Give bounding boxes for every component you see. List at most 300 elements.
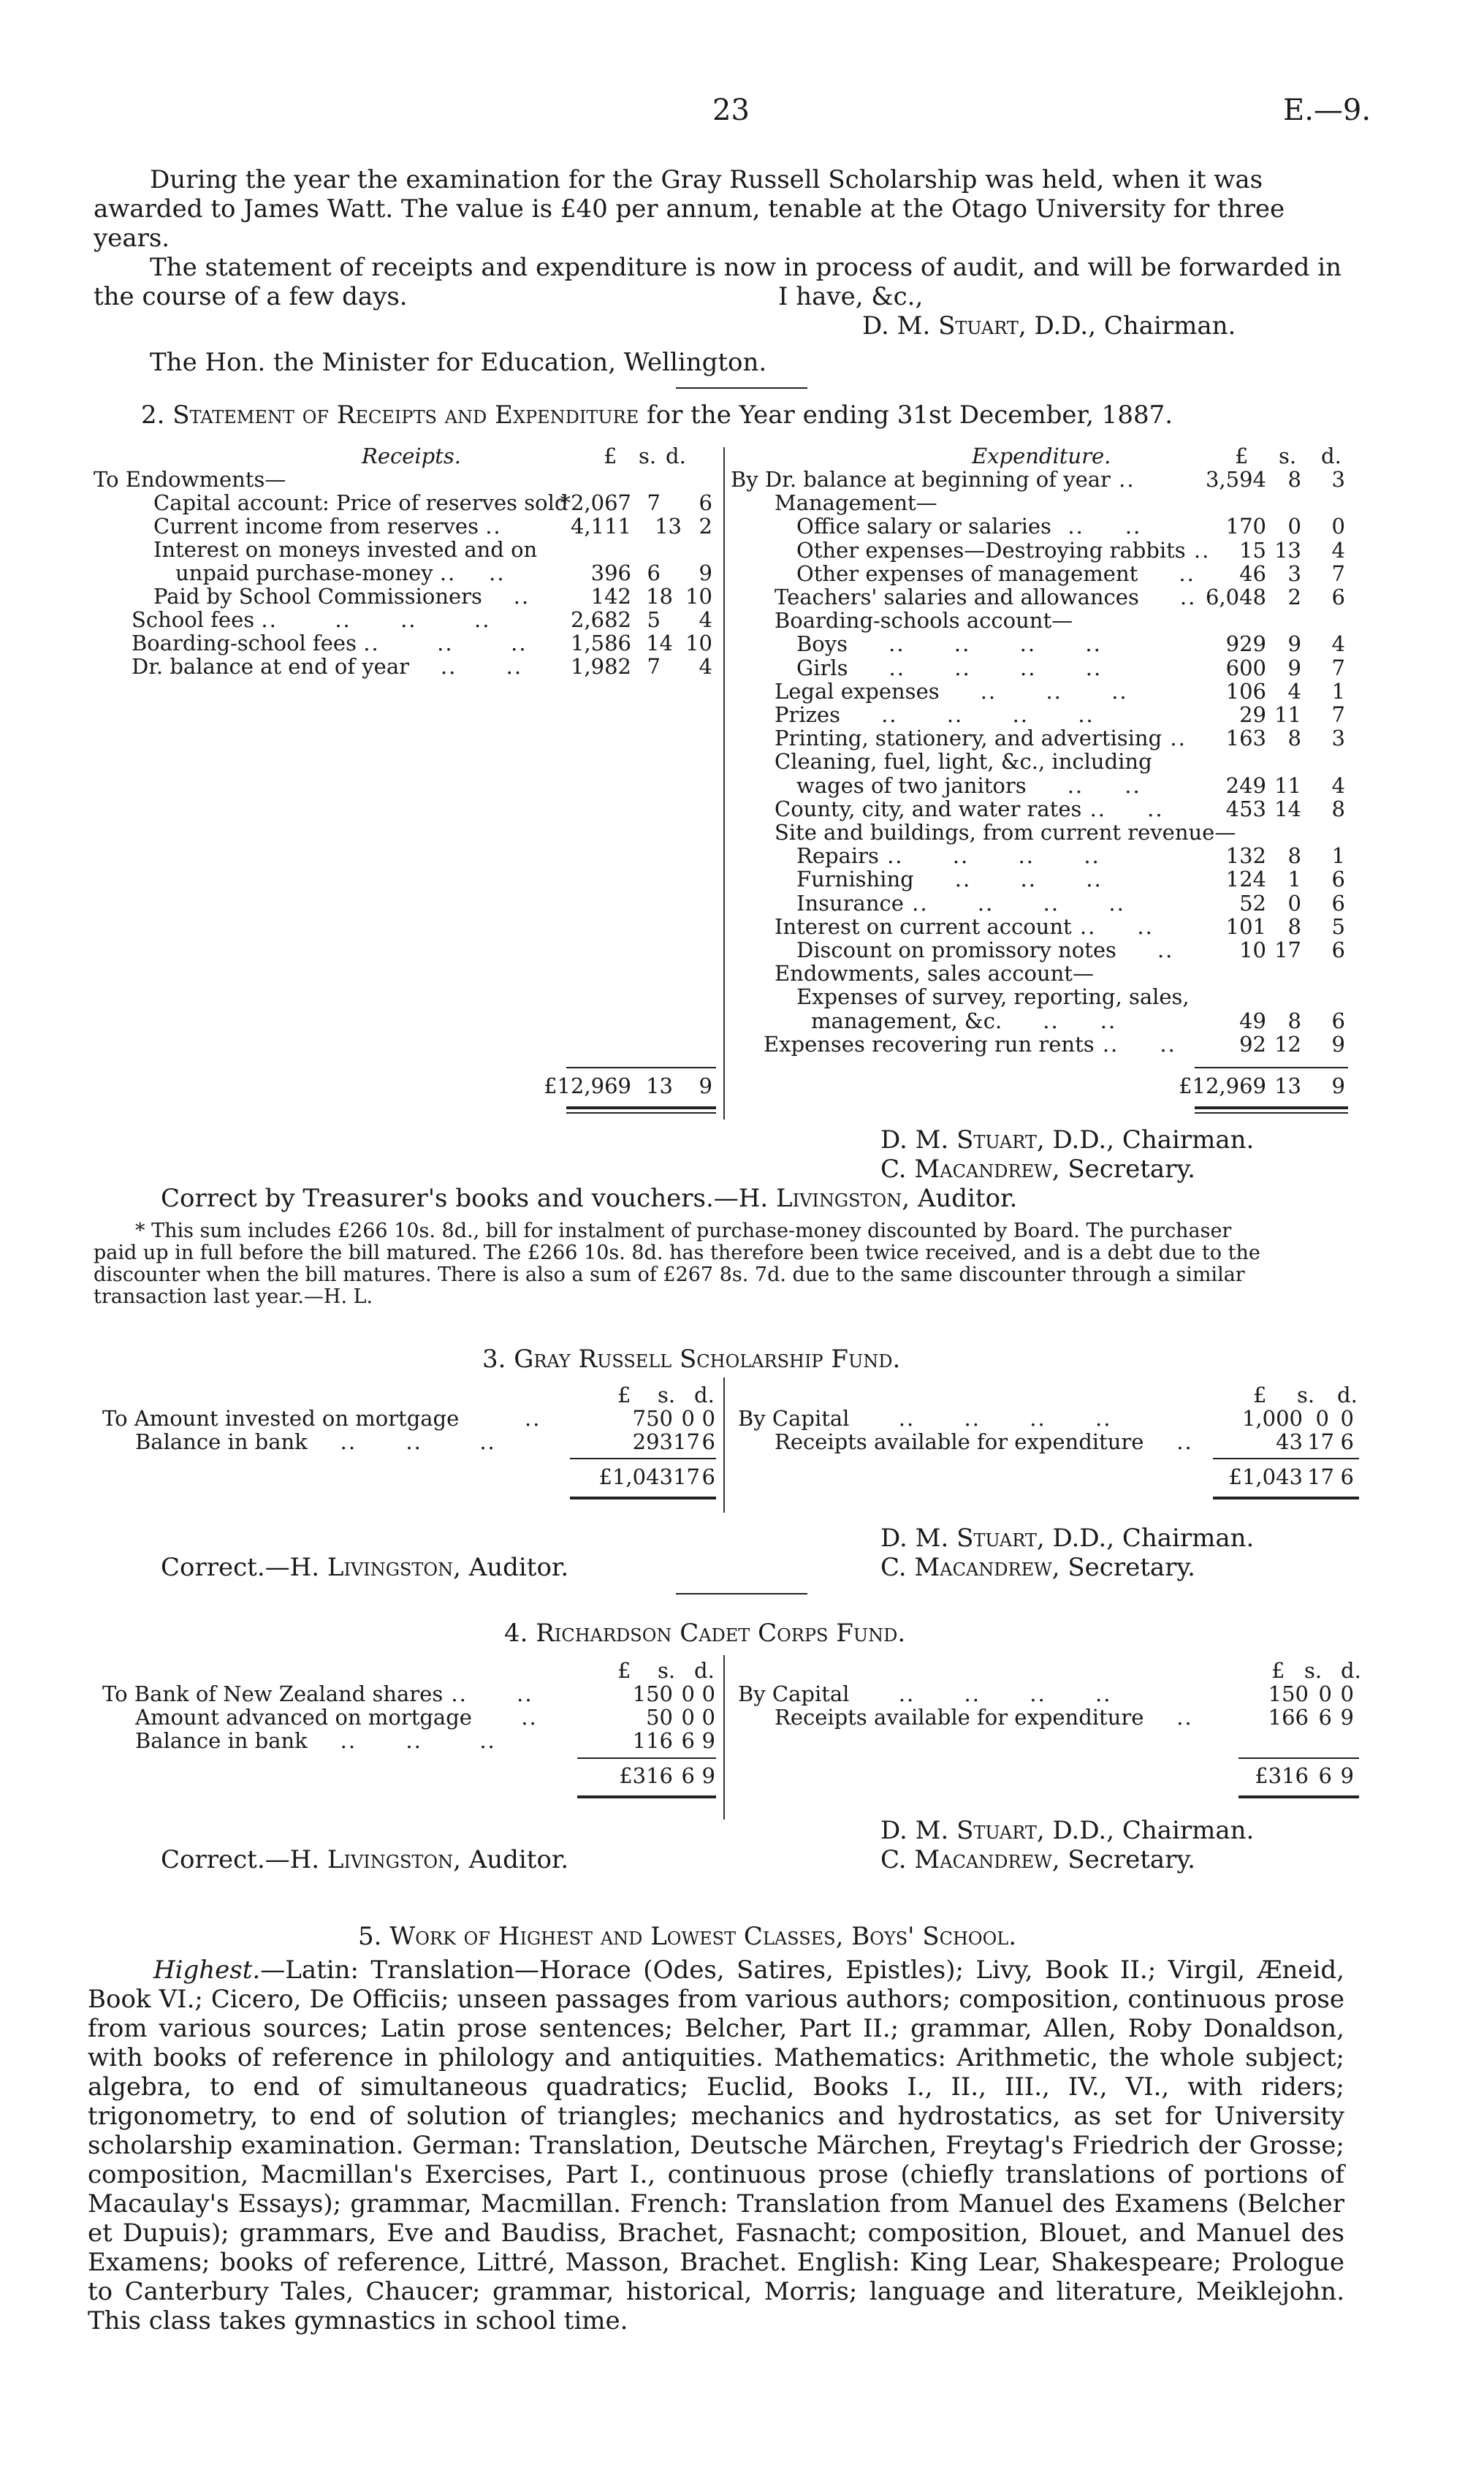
receipt-label: Paid by School Commissioners: [153, 584, 482, 609]
intro-line-5: the course of a few days.: [94, 282, 408, 311]
gray-right-col-shillings: s.: [1297, 1383, 1315, 1407]
expenditure-row: [775, 962, 1094, 985]
receipt-pence: 2: [699, 514, 712, 539]
expenditure-row: Legal expenses .. .. ..: [775, 679, 1128, 704]
gray-left-pence: 0: [701, 1406, 715, 1431]
receipt-row: School fees .. .. .. ..: [132, 607, 491, 632]
cadet-left-total-pounds: £316: [619, 1763, 673, 1788]
expenditure-label: Site and buildings, from current revenue—: [775, 820, 1236, 845]
expenditure-col-pence: d.: [1321, 444, 1342, 468]
cadet-left-pounds: 116: [632, 1728, 673, 1753]
expenditure-label: Boarding-schools account—: [775, 608, 1073, 633]
secretary-name: C. Macandrew: [880, 1553, 1052, 1582]
auditor-name: Livingston: [327, 1845, 454, 1874]
expenditure-label: Teachers' salaries and allowances: [775, 585, 1139, 609]
expenditure-shillings: 0: [1287, 514, 1301, 539]
expenditure-label: Printing, stationery, and advertising: [775, 726, 1163, 750]
gray-right-total-rule: [1213, 1458, 1359, 1459]
cadet-left-total-shillings: 6: [681, 1763, 695, 1788]
secretary-suffix: , Secretary.: [1051, 1155, 1195, 1184]
expenditure-pence: 8: [1331, 797, 1345, 821]
receipt-row: Paid by School Commissioners ..: [153, 584, 530, 609]
expenditure-pence: 3: [1331, 726, 1345, 750]
gray-left-label: Balance in bank: [135, 1429, 308, 1454]
expenditure-pounds: 3,594: [1205, 467, 1266, 492]
secretary-name: C. Macandrew: [880, 1845, 1052, 1874]
expenditure-row: [775, 750, 1152, 773]
highest-label: Highest.: [153, 1955, 261, 1985]
auditor-suffix: , Auditor.: [453, 1845, 569, 1874]
receipt-row: Dr. balance at end of year .. ..: [132, 654, 523, 679]
gray-right-total-shillings: 17: [1307, 1464, 1334, 1489]
expenditure-row: By Dr. balance at beginning of year ..: [731, 467, 1135, 492]
chairman-suffix: , D.D., Chairman.: [1036, 1125, 1255, 1155]
expenditure-pence: 4: [1331, 773, 1345, 798]
statement-title-period: for the Year ending 31st December, 1887.: [639, 400, 1173, 430]
gray-right-total-double: [1213, 1497, 1359, 1499]
cadet-sign-secretary: [880, 1845, 1195, 1874]
gray-right-total-pence: 6: [1340, 1464, 1354, 1489]
receipts-total-rule-top: [566, 1067, 716, 1068]
expenditure-row: management, &c. .. ..: [811, 1008, 1117, 1033]
expenditure-total-pence: 9: [1331, 1073, 1345, 1098]
expenditure-total-rule-bottom-2: [1195, 1112, 1348, 1114]
gray-left-row: Balance in bank .. .. ..: [135, 1429, 496, 1454]
cadet-right-label: By Capital: [738, 1681, 850, 1706]
expenditure-pence: 0: [1331, 514, 1345, 539]
cadet-left-col-shillings: s.: [658, 1658, 676, 1683]
cadet-left-row: Amount advanced on mortgage ..: [135, 1705, 538, 1730]
cadet-right-col-pence: d.: [1341, 1658, 1361, 1683]
receipt-label: Current income from reserves: [153, 514, 479, 539]
expenditure-pence: 7: [1331, 655, 1345, 680]
gray-left-total-pounds: £1,043: [598, 1464, 673, 1489]
gray-left-pounds: 293: [632, 1429, 673, 1454]
receipts-col-pounds: £: [604, 444, 617, 468]
expenditure-pence: 6: [1331, 1008, 1345, 1033]
cadet-right-col-shillings: s.: [1304, 1658, 1323, 1683]
work-section-title: 5. Work of Highest and Lowest Classes, Boys' School.: [358, 1922, 1017, 1951]
cadet-sign-chairman: [880, 1816, 1254, 1845]
gray-sign-chairman: [880, 1524, 1254, 1553]
expenditure-pounds: 132: [1225, 843, 1266, 868]
receipt-row: [153, 491, 568, 514]
cadet-left-row: To Bank of New Zealand shares .. ..: [102, 1681, 533, 1706]
expenditure-shillings: 11: [1274, 702, 1301, 727]
divider: [676, 1593, 807, 1594]
divider: [676, 387, 807, 389]
expenditure-label: Boys: [796, 631, 848, 656]
receipt-pounds: 1,586: [570, 631, 631, 655]
gray-left-total-rule: [570, 1458, 716, 1459]
expenditure-pence: 1: [1331, 843, 1345, 868]
receipt-pence: 9: [699, 560, 712, 585]
expenditure-shillings: 2: [1287, 585, 1301, 609]
cadet-left-label: To Bank of New Zealand shares: [102, 1681, 444, 1706]
expenditure-shillings: 13: [1274, 538, 1301, 563]
cadet-right-row: Receipts available for expenditure ..: [775, 1705, 1193, 1730]
auditor-prefix: Correct.—H.: [161, 1553, 320, 1582]
receipt-pounds: *2,067: [560, 490, 631, 515]
chairman-suffix: , D.D., Chairman.: [1036, 1524, 1255, 1553]
receipt-label: Interest on moneys invested and on: [153, 537, 538, 562]
expenditure-shillings: 8: [1287, 843, 1301, 868]
cadet-left-shillings: 6: [681, 1728, 695, 1753]
expenditure-total-rule-bottom: [1195, 1106, 1348, 1109]
receipt-pounds: 4,111: [570, 514, 631, 539]
cadet-right-pounds: 166: [1268, 1705, 1309, 1730]
receipts-total-shillings: 13: [646, 1073, 673, 1098]
auditor-prefix: Correct by Treasurer's books and vouchers.—H.: [161, 1184, 769, 1213]
cadet-fund-title: 4. Richardson Cadet Corps Fund.: [504, 1619, 906, 1648]
cadet-left-col-pence: d.: [694, 1658, 715, 1683]
auditor-prefix: Correct.—H.: [161, 1845, 320, 1874]
cadet-left-label: Amount advanced on mortgage: [135, 1705, 472, 1730]
expenditure-shillings: 1: [1287, 867, 1301, 892]
expenditure-pounds: 49: [1239, 1008, 1266, 1033]
expenditure-pence: 3: [1331, 467, 1345, 492]
cadet-right-total-rule: [1238, 1757, 1359, 1759]
intro-line-4: The statement of receipts and expenditure is now in process of audit, and will be forwarded in: [150, 253, 1342, 282]
expenditure-row: [775, 491, 937, 514]
expenditure-pounds: 124: [1225, 867, 1266, 892]
expenditure-pounds: 101: [1225, 914, 1266, 939]
gray-left-col-pounds: £: [617, 1383, 631, 1407]
cadet-right-total-pounds: £316: [1255, 1763, 1309, 1788]
expenditure-pence: 6: [1331, 891, 1345, 916]
gray-left-total-double: [570, 1497, 716, 1499]
expenditure-pence: 7: [1331, 561, 1345, 586]
secretary-suffix: , Secretary.: [1051, 1553, 1195, 1582]
receipt-shillings: 6: [647, 560, 661, 585]
expenditure-row: Office salary or salaries .. ..: [796, 514, 1142, 539]
receipt-pence: 4: [699, 654, 712, 679]
cadet-left-pounds: 50: [646, 1705, 673, 1730]
gray-right-pounds: 1,000: [1241, 1406, 1303, 1431]
expenditure-row: [775, 821, 1236, 844]
expenditure-row: Furnishing .. .. ..: [796, 867, 1103, 892]
receipt-row: [94, 468, 286, 491]
cadet-left-col-pounds: £: [617, 1658, 631, 1683]
receipt-shillings: 7: [647, 490, 661, 515]
cadet-left-shillings: 0: [681, 1705, 695, 1730]
receipts-col-shillings: s.: [639, 444, 657, 468]
gray-right-pence: 6: [1340, 1429, 1354, 1454]
expenditure-row: [775, 609, 1073, 632]
cadet-right-total-double: [1238, 1795, 1359, 1798]
expenditure-pounds: 249: [1225, 773, 1266, 798]
expenditure-pence: 4: [1331, 631, 1345, 656]
cadet-left-total-double: [577, 1795, 716, 1798]
cadet-left-pence: 0: [701, 1681, 715, 1706]
receipt-pounds: 396: [590, 560, 631, 585]
expenditure-label: Legal expenses: [775, 679, 940, 704]
expenditure-shillings: 3: [1287, 561, 1301, 586]
statement-column-divider: [723, 447, 725, 1120]
gray-fund-divider: [723, 1377, 725, 1513]
cadet-right-shillings: 6: [1318, 1705, 1332, 1730]
footnote-line-3: discounter when the bill matures. There is also a sum of £267 8s. 7d. due to the same discounter through a similar: [94, 1263, 1245, 1286]
receipt-shillings: 7: [647, 654, 661, 679]
gray-right-label: By Capital: [738, 1406, 850, 1431]
expenditure-shillings: 12: [1274, 1032, 1301, 1057]
statement-title: [141, 400, 1173, 430]
letter-signature: [862, 311, 1236, 341]
statement-auditor: [161, 1184, 1017, 1213]
cadet-left-total-rule: [577, 1757, 716, 1759]
expenditure-label: Expenses recovering run rents: [764, 1032, 1095, 1057]
expenditure-pounds: 163: [1225, 726, 1266, 750]
receipt-shillings: 5: [647, 607, 661, 632]
gray-sign-secretary: [880, 1553, 1195, 1582]
expenditure-pounds: 170: [1225, 514, 1266, 539]
footnote-line-4: transaction last year.—H. L.: [94, 1285, 373, 1308]
expenditure-col-pounds: £: [1235, 444, 1249, 468]
expenditure-label: Girls: [796, 655, 848, 680]
cadet-left-pence: 9: [701, 1728, 715, 1753]
receipt-pence: 10: [685, 631, 712, 655]
signatory-suffix: , D.D., Chairman.: [1018, 311, 1236, 341]
signatory-name: D. M. Stuart: [862, 311, 1019, 341]
expenditure-label: County, city, and water rates: [775, 797, 1082, 821]
expenditure-pounds: 29: [1239, 702, 1266, 727]
expenditure-label: wages of two janitors: [796, 773, 1027, 798]
chairman-suffix: , D.D., Chairman.: [1036, 1816, 1255, 1845]
cadet-right-label: Receipts available for expenditure: [775, 1705, 1144, 1730]
secretary-name: C. Macandrew: [880, 1155, 1052, 1184]
auditor-name: Livingston: [776, 1184, 902, 1213]
receipt-pence: 4: [699, 607, 712, 632]
expenditure-pounds: 106: [1225, 679, 1266, 704]
receipts-total-rule-bottom-2: [566, 1112, 716, 1114]
gray-right-label: Receipts available for expenditure: [775, 1429, 1144, 1454]
receipt-label: To Endowments—: [94, 467, 286, 492]
footnote-line-2: paid up in full before the bill matured. The £266 10s. 8d. has therefore been twice received, and is a debt due to the: [94, 1242, 1260, 1264]
receipt-label: School fees: [132, 607, 255, 632]
expenditure-row: Interest on current account .. ..: [775, 914, 1154, 939]
expenditure-pence: 4: [1331, 538, 1345, 563]
expenditure-pence: 6: [1331, 938, 1345, 962]
expenditure-row: wages of two janitors .. ..: [796, 773, 1141, 798]
expenditure-label: management, &c.: [811, 1008, 1002, 1033]
expenditure-label: Other expenses of management: [796, 561, 1138, 586]
receipt-label: unpaid purchase-money: [175, 560, 433, 585]
expenditure-pounds: 52: [1239, 891, 1266, 916]
expenditure-shillings: 17: [1274, 938, 1301, 962]
expenditure-pence: 6: [1331, 867, 1345, 892]
expenditure-pounds: 453: [1225, 797, 1266, 821]
expenditure-total-rule-top: [1195, 1067, 1348, 1068]
expenditure-row: [796, 985, 1190, 1008]
expenditure-row: Other expenses—Destroying rabbits ..: [796, 538, 1211, 563]
gray-left-col-shillings: s.: [658, 1383, 676, 1407]
expenditure-pounds: 929: [1225, 631, 1266, 656]
gray-left-pounds: 750: [632, 1406, 673, 1431]
cadet-right-pence: 9: [1340, 1705, 1354, 1730]
expenditure-pounds: 10: [1239, 938, 1266, 962]
letter-addressee: The Hon. the Minister for Education, Wellington.: [150, 348, 767, 377]
gray-right-col-pence: d.: [1337, 1383, 1358, 1407]
cadet-left-pounds: 150: [632, 1681, 673, 1706]
gray-left-shillings: 0: [681, 1406, 695, 1431]
statement-sign-secretary: [880, 1155, 1195, 1184]
receipts-total-pence: 9: [699, 1073, 712, 1098]
intro-line-3: years.: [94, 224, 170, 253]
expenditure-shillings: 9: [1287, 655, 1301, 680]
expenditure-shillings: 11: [1274, 773, 1301, 798]
receipt-pence: 6: [699, 490, 712, 515]
secretary-suffix: , Secretary.: [1051, 1845, 1195, 1874]
receipt-row: [153, 538, 537, 561]
expenditure-pounds: 600: [1225, 655, 1266, 680]
expenditure-label: Expenses of survey, reporting, sales,: [796, 984, 1190, 1009]
receipt-pounds: 2,682: [570, 607, 631, 632]
expenditure-pounds: 6,048: [1205, 585, 1266, 609]
receipt-row: unpaid purchase-money .. ..: [175, 560, 506, 585]
expenditure-shillings: 8: [1287, 1008, 1301, 1033]
gray-left-shillings: 17: [673, 1429, 700, 1454]
cadet-right-total-pence: 9: [1340, 1763, 1354, 1788]
expenditure-row: Boys .. .. .. ..: [796, 631, 1102, 656]
chairman-name: D. M. Stuart: [880, 1524, 1037, 1553]
expenditure-row: Girls .. .. .. ..: [796, 655, 1103, 680]
receipt-row: Boarding-school fees .. .. ..: [132, 631, 528, 655]
cadet-left-pence: 0: [701, 1705, 715, 1730]
gray-left-pence: 6: [701, 1429, 715, 1454]
cadet-left-shillings: 0: [681, 1681, 695, 1706]
expenditure-label: Endowments, sales account—: [775, 961, 1094, 986]
expenditure-heading: Expenditure.: [972, 444, 1111, 468]
expenditure-pence: 7: [1331, 702, 1345, 727]
expenditure-row: Teachers' salaries and allowances ..: [775, 585, 1197, 609]
cadet-left-label: Balance in bank: [135, 1728, 308, 1753]
expenditure-label: Other expenses—Destroying rabbits: [796, 538, 1186, 563]
expenditure-row: Discount on promissory notes ..: [796, 938, 1174, 962]
gray-left-total-pence: 6: [701, 1464, 715, 1489]
expenditure-row: County, city, and water rates .. ..: [775, 797, 1164, 821]
expenditure-label: Repairs: [796, 843, 879, 868]
letter-closing: I have, &c.,: [778, 282, 924, 311]
work-highest-paragraph: [88, 1955, 1344, 2335]
gray-left-label: To Amount invested on mortgage: [102, 1406, 460, 1431]
receipt-shillings: 18: [646, 584, 673, 609]
cadet-fund-divider: [723, 1655, 725, 1820]
cadet-left-total-pence: 9: [701, 1763, 715, 1788]
receipt-label: Boarding-school fees: [132, 631, 357, 655]
expenditure-label: Furnishing: [796, 867, 914, 892]
expenditure-label: By Dr. balance at beginning of year: [731, 467, 1111, 492]
receipt-label: Capital account: Price of reserves sold: [153, 490, 568, 515]
expenditure-pence: 5: [1331, 914, 1345, 939]
intro-line-2: awarded to James Watt. The value is £40 per annum, tenable at the Otago University for three: [94, 194, 1285, 224]
cadet-auditor: [161, 1845, 568, 1874]
expenditure-label: Office salary or salaries: [796, 514, 1051, 539]
auditor-suffix: , Auditor.: [453, 1553, 569, 1582]
expenditure-row: Insurance .. .. .. ..: [796, 891, 1125, 916]
gray-right-pence: 0: [1340, 1406, 1354, 1431]
cadet-right-total-shillings: 6: [1318, 1763, 1332, 1788]
expenditure-shillings: 8: [1287, 914, 1301, 939]
statement-title-main: 2. Statement of Receipts and Expenditure: [141, 400, 639, 430]
statement-sign-chairman: [880, 1125, 1254, 1155]
expenditure-row: Expenses recovering run rents .. ..: [764, 1032, 1176, 1057]
expenditure-total-shillings: 13: [1274, 1073, 1301, 1098]
cadet-right-pence: 0: [1340, 1681, 1354, 1706]
highest-text: —Latin: Translation—Horace (Odes, Satires, Epistles); Livy, Book II.; Virgil, Æneid, Book VI.; Cicero, De Officiis; unseen passages from various authors; composition, continuous prose from various sources; Latin prose sentences; Belcher, Part II.; grammar, Allen, Roby Donaldson, with books of reference in philology and antiquities. Mathematics: Arithmetic, the whole subject; algebra, to end of simultaneous quadratics; Euclid, Books I., II., III., IV., VI., with riders; trigonometry, to end of solution of triangles; mechanics and hydrostatics, as set for University scholarship examination. German: Translation, Deutsche Märchen, Freytag's Friedrich der Grosse; composition, Macmillan's Exercises, Part I., continuous prose (chiefly translations of portions of Macaulay's Essays); grammar, Macmillan. French: Translation from Manuel des Examens (Belcher et Dupuis); grammars, Eve and Baudiss, Brachet, Fasnacht; composition, Blouet, and Manuel des Examens; books of reference, Littré, Masson, Brachet. English: King Lear, Shakespeare; Prologue to Canterbury Tales, Chaucer; grammar, historical, Morris; language and literature, Meiklejohn. This class takes gymnastics in school time.: [88, 1955, 1344, 2335]
receipts-col-pence: d.: [666, 444, 686, 468]
cadet-right-shillings: 0: [1318, 1681, 1332, 1706]
auditor-suffix: , Auditor.: [902, 1184, 1018, 1213]
receipts-total-pounds: £12,969: [544, 1073, 631, 1098]
expenditure-label: Discount on promissory notes: [796, 938, 1116, 962]
gray-left-row: To Amount invested on mortgage ..: [102, 1406, 541, 1431]
expenditure-shillings: 8: [1287, 467, 1301, 492]
receipt-row: Current income from reserves ..: [153, 514, 502, 539]
cadet-right-row: By Capital .. .. .. ..: [738, 1681, 1112, 1706]
chairman-name: D. M. Stuart: [880, 1125, 1037, 1155]
gray-right-row: Receipts available for expenditure ..: [775, 1429, 1193, 1454]
receipt-shillings: 13: [655, 514, 682, 539]
gray-right-col-pounds: £: [1253, 1383, 1267, 1407]
expenditure-col-shillings: s.: [1279, 444, 1297, 468]
expenditure-pence: 6: [1331, 585, 1345, 609]
gray-right-row: By Capital .. .. .. ..: [738, 1406, 1112, 1431]
expenditure-pounds: 46: [1239, 561, 1266, 586]
receipt-pounds: 1,982: [570, 654, 631, 679]
gray-right-total-pounds: £1,043: [1228, 1464, 1303, 1489]
expenditure-pence: 9: [1331, 1032, 1345, 1057]
receipts-heading: Receipts.: [362, 444, 461, 468]
expenditure-label: Interest on current account: [775, 914, 1072, 939]
expenditure-shillings: 8: [1287, 726, 1301, 750]
expenditure-pence: 1: [1331, 679, 1345, 704]
receipt-pounds: 142: [590, 584, 631, 609]
footnote-line-1: * This sum includes £266 10s. 8d., bill for instalment of purchase-money discounted by Board. The purchaser: [135, 1220, 1232, 1242]
expenditure-shillings: 9: [1287, 631, 1301, 656]
expenditure-total-pounds: £12,969: [1179, 1073, 1266, 1098]
intro-line-1: During the year the examination for the Gray Russell Scholarship was held, when it was: [150, 165, 1263, 194]
receipt-shillings: 14: [646, 631, 673, 655]
expenditure-row: Prizes .. .. .. ..: [775, 702, 1095, 727]
gray-right-shillings: 0: [1315, 1406, 1329, 1431]
expenditure-shillings: 0: [1287, 891, 1301, 916]
receipt-pence: 10: [685, 584, 712, 609]
expenditure-row: Repairs .. .. .. ..: [796, 843, 1100, 868]
receipt-label: Dr. balance at end of year: [132, 654, 409, 679]
cadet-right-col-pounds: £: [1271, 1658, 1285, 1683]
expenditure-label: Management—: [775, 490, 937, 515]
expenditure-label: Prizes: [775, 702, 840, 727]
receipts-total-rule-bottom: [566, 1106, 716, 1109]
gray-right-pounds: 43: [1276, 1429, 1303, 1454]
gray-fund-title: 3. Gray Russell Scholarship Fund.: [482, 1345, 901, 1374]
expenditure-shillings: 4: [1287, 679, 1301, 704]
gray-left-col-pence: d.: [694, 1383, 715, 1407]
page-number: 23: [712, 94, 750, 127]
expenditure-row: Printing, stationery, and advertising ..: [775, 726, 1187, 750]
gray-right-shillings: 17: [1307, 1429, 1334, 1454]
expenditure-shillings: 14: [1274, 797, 1301, 821]
expenditure-pounds: 92: [1239, 1032, 1266, 1057]
expenditure-pounds: 15: [1239, 538, 1266, 563]
expenditure-row: Other expenses of management ..: [796, 561, 1195, 586]
gray-left-total-shillings: 17: [673, 1464, 700, 1489]
chairman-name: D. M. Stuart: [880, 1816, 1037, 1845]
cadet-right-pounds: 150: [1268, 1681, 1309, 1706]
auditor-name: Livingston: [327, 1553, 454, 1582]
expenditure-label: Insurance: [796, 891, 904, 916]
gray-auditor: [161, 1553, 568, 1582]
